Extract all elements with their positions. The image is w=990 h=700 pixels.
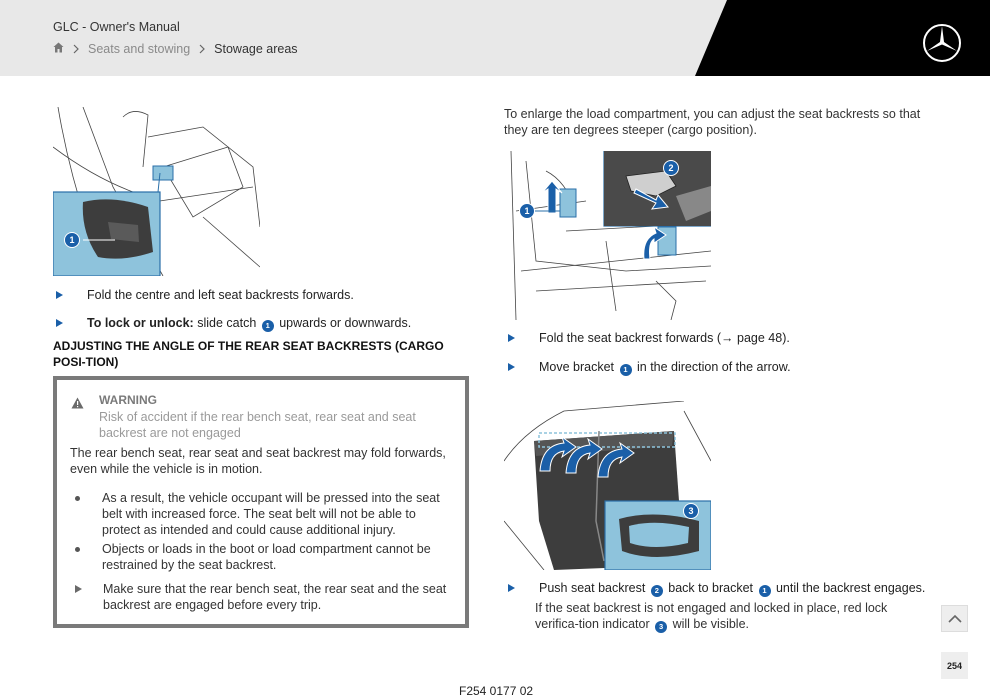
callout-number: 2 <box>663 160 679 176</box>
warning-box <box>53 376 469 628</box>
callout-badge: 3 <box>655 621 667 633</box>
lock-indicator-note <box>535 600 925 633</box>
step-push-backrest <box>508 580 928 597</box>
cross-ref-arrow: → <box>721 331 734 345</box>
chevron-right-icon <box>190 44 214 54</box>
bullet-text: Objects or loads in the boot or load compartment cannot be restrained by the seat backrest. <box>102 542 431 572</box>
callout-number: 3 <box>683 503 699 519</box>
step-text <box>539 330 790 346</box>
step-arrow-icon <box>508 584 515 592</box>
step-arrow-icon <box>75 585 82 593</box>
step-text <box>539 359 791 376</box>
step-text-part: back to bracket <box>664 581 757 595</box>
figure-push-backrest <box>504 401 711 573</box>
step-text <box>539 580 925 597</box>
step-bold-label: To lock or unlock: <box>87 316 194 330</box>
step-text-part: slide catch <box>193 316 260 330</box>
step-text-part: Move bracket <box>539 360 618 374</box>
step-arrow-icon <box>56 291 63 299</box>
bullet-text: As a result, the vehicle occupant will be pressed into the seat belt with increased force. The seat belt will not be able to protect as intended and could cause additional injury. <box>102 491 440 537</box>
breadcrumb <box>53 42 298 56</box>
step-text: Fold the centre and left seat backrests forwards. <box>87 288 354 302</box>
figure-rear-seat-catch <box>53 107 260 279</box>
section-heading: ADJUSTING THE ANGLE OF THE REAR SEAT BACKRESTS (CARGO POSI-TION) <box>53 339 444 369</box>
step-lock-unlock <box>56 315 456 332</box>
page-link[interactable]: page 48). <box>733 331 790 345</box>
bullet-dot <box>75 496 80 501</box>
chevron-up-icon <box>948 614 962 623</box>
note-text-part: If the seat backrest is not engaged and locked in place, red lock verifica-tion indicator <box>535 601 888 631</box>
step-text-part: upwards or downwards. <box>275 316 412 330</box>
step-text <box>87 315 411 332</box>
mercedes-star-icon[interactable] <box>922 23 962 63</box>
step-fold-forwards <box>508 330 928 346</box>
warning-title: WARNING <box>99 393 157 407</box>
warning-bullet <box>75 541 455 573</box>
warning-step <box>75 581 455 613</box>
warning-triangle-icon <box>71 397 84 412</box>
warning-step-text: Make sure that the rear bench seat, the rear seat and the seat backrest are engaged before every trip. <box>103 582 447 612</box>
callout-number: 1 <box>64 232 80 248</box>
home-icon[interactable] <box>53 42 64 56</box>
step-arrow-icon <box>508 334 515 342</box>
chevron-right-icon <box>64 44 88 54</box>
note-text-part: will be visible. <box>669 617 749 631</box>
callout-badge: 1 <box>620 364 632 376</box>
callout-badge: 1 <box>262 320 274 332</box>
breadcrumb-item[interactable]: Seats and stowing <box>88 42 191 56</box>
callout-number: 1 <box>519 203 535 219</box>
step-move-bracket <box>508 359 928 376</box>
warning-bullet <box>75 490 455 538</box>
callout-badge: 1 <box>759 585 771 597</box>
step-arrow-icon <box>508 363 515 371</box>
step-text-part: Push seat backrest <box>539 581 649 595</box>
step-fold-backrests <box>56 287 456 303</box>
header <box>0 0 990 76</box>
figure-bracket <box>506 151 711 323</box>
warning-body: The rear bench seat, rear seat and seat backrest may fold forwards, even while the vehicle is in motion. <box>70 446 446 476</box>
page-number: 254 <box>941 652 968 679</box>
step-text-part: in the direction of the arrow. <box>633 360 791 374</box>
callout-badge: 2 <box>651 585 663 597</box>
figure-code: F254 0177 02 <box>459 684 534 698</box>
step-text-part: Fold the seat backrest forwards ( <box>539 331 722 345</box>
manual-title: GLC - Owner's Manual <box>53 20 180 34</box>
breadcrumb-current: Stowage areas <box>214 42 298 56</box>
intro-paragraph: To enlarge the load compartment, you can adjust the seat backrests so that they are ten degrees steeper (cargo position). <box>504 107 921 137</box>
step-arrow-icon <box>56 319 63 327</box>
scroll-to-top-button[interactable] <box>941 605 968 632</box>
step-text-part: until the backrest engages. <box>772 581 926 595</box>
warning-subtitle: Risk of accident if the rear bench seat, rear seat and seat backrest are not engaged <box>99 410 416 440</box>
bullet-dot <box>75 547 80 552</box>
